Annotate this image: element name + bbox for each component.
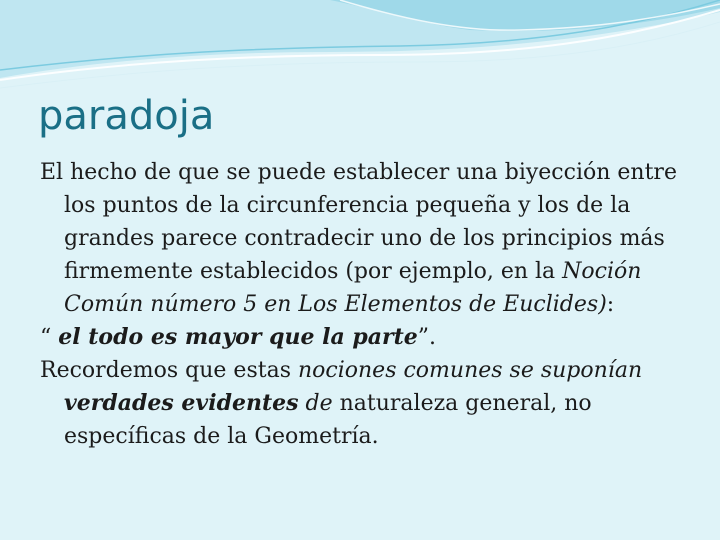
slide-body <box>40 156 706 453</box>
p1-italic-reference: Noción Común número 5 en Los Elementos de Euclides) <box>64 259 642 317</box>
p3-italic-nociones: nociones comunes se suponían <box>297 358 643 383</box>
quote-close: ”. <box>417 325 437 350</box>
decorative-wave-header <box>0 0 720 95</box>
p1-colon: : <box>606 292 615 317</box>
slide-title: paradoja <box>38 93 215 139</box>
paragraph-biyeccion <box>40 156 706 321</box>
p3-text-a: Recordemos que estas <box>40 358 298 383</box>
quote-open: “ <box>40 325 59 350</box>
p1-text: El hecho de que se puede establecer una biyección entre los puntos de la circunferencia pequeña y los de la grandes parece contradecir uno de los principios más firmemente establecidos (por ejemplo, en la <box>40 160 677 284</box>
quote-text: el todo es mayor que la parte <box>58 324 418 350</box>
paragraph-quote <box>40 321 706 354</box>
paragraph-nociones <box>40 354 706 453</box>
p3-bold-verdades: verdades evidentes <box>64 390 299 416</box>
p3-italic-de: de <box>298 391 333 416</box>
p3-text-f: naturaleza general, no específicas de la Geometría. <box>64 391 592 449</box>
